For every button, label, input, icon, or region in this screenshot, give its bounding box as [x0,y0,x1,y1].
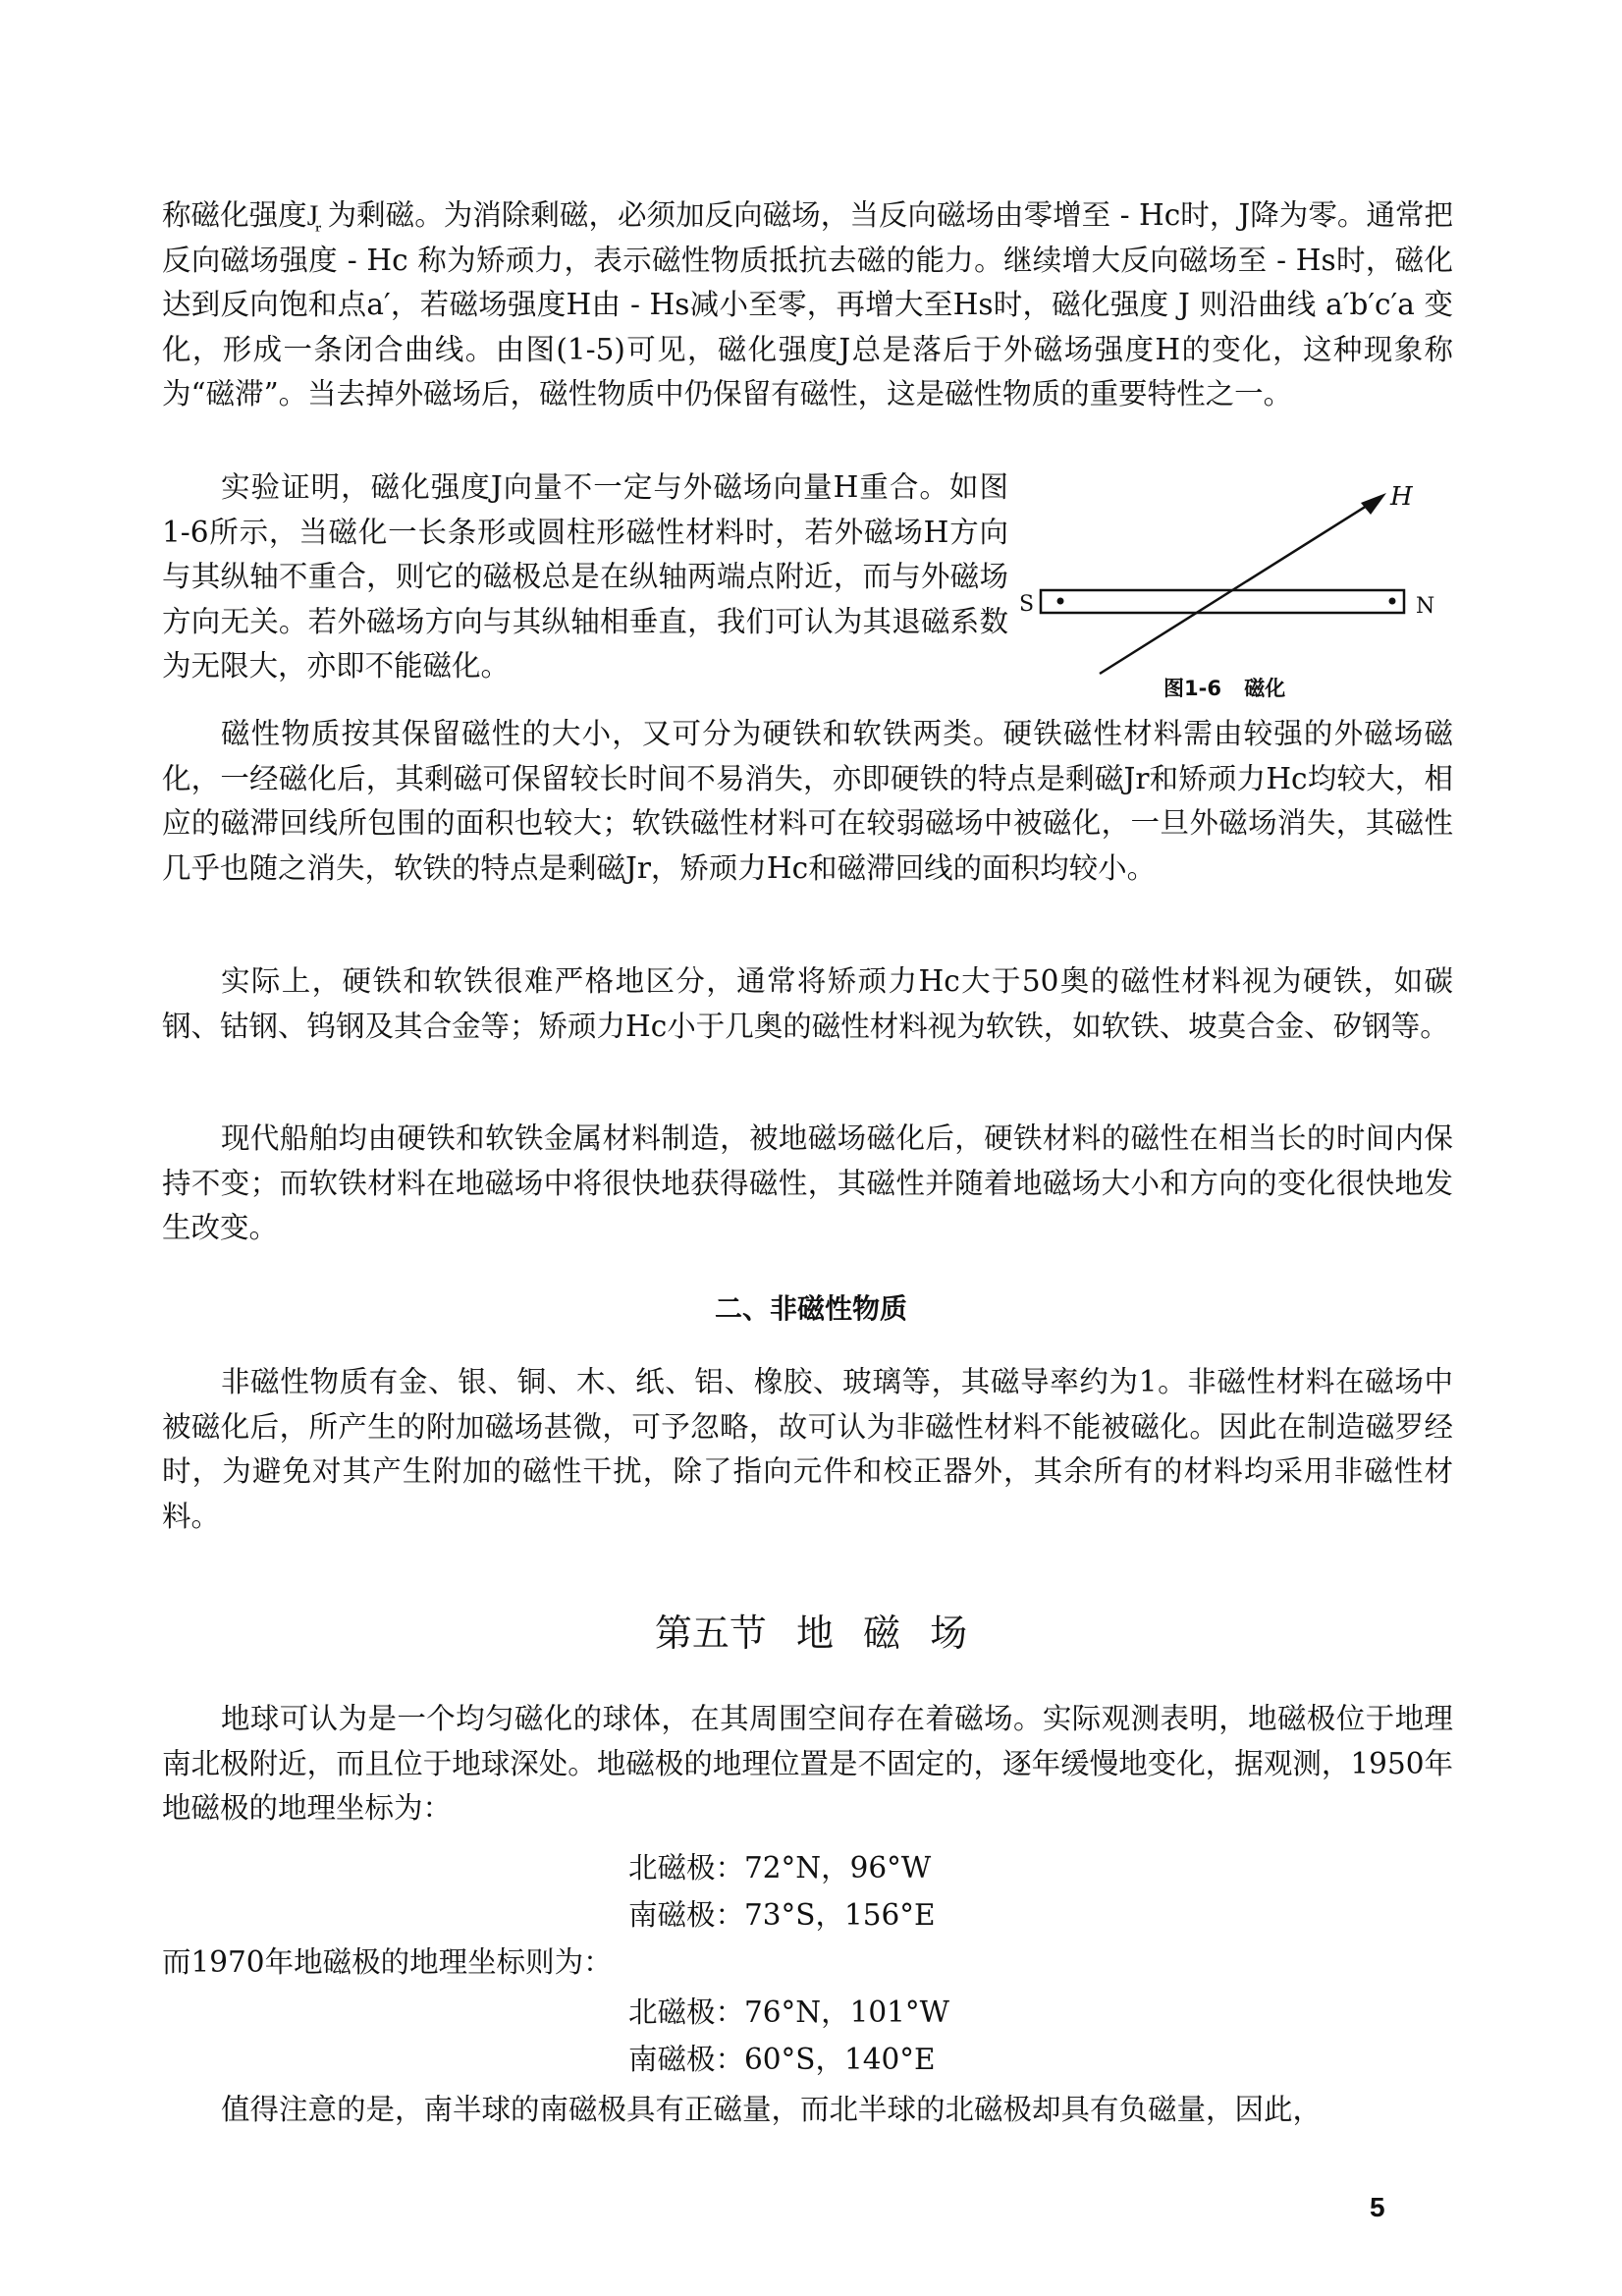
paragraph-geomagnetic-field: 地球可认为是一个均匀磁化的球体，在其周围空间存在着磁场。实际观测表明，地磁极位于地理南北极附近，而且位于地球深处。地磁极的地理位置是不固定的，逐年缓慢地变化，据观测，1950年地磁极的地理坐标为： [162,1702,1453,1825]
paragraph-ships: 现代船舶均由硬铁和软铁金属材料制造，被地磁场磁化后，硬铁材料的磁性在相当长的时间内保持不变；而软铁材料在地磁场中将很快地获得磁性，其磁性并随着地磁场大小和方向的变化很快地发生改变。 [162,1121,1453,1244]
pole-dot-n [1389,598,1396,605]
section-title: 第五节 地 磁 场 [654,1612,968,1655]
paragraph-remanence: 称磁化强度J᷊ 为剩磁。为消除剩磁，必须加反向磁场，当反向磁场由零增至 - Hc时，J降为零。通常把反向磁场强度 - Hc 称为矫顽力，表示磁性物质抵抗去磁的能力。继续增大反向磁场至 - Hs时，磁化达到反向饱和点a′，若磁场强度H由 - Hs减小至零，再增大至Hs时，磁化强度 J 则沿曲线 a′b′c′a 变化，形成一条闭合曲线。由图(1-5)可见，磁化强度J总是落后于外磁场强度H的变化，这种现象称为“磁滞”。当去掉外磁场后，磁性物质中仍保留有磁性，这是磁性物质的重要特性之一。 [162,198,1453,410]
paragraph-classification: 实际上，硬铁和软铁很难严格地区分，通常将矫顽力Hc大于50奥的磁性材料视为硬铁，如碳钢、钴钢、钨钢及其合金等；矫顽力Hc小于几奥的磁性材料视为软铁，如软铁、坡莫合金、矽钢等。 [162,964,1453,1043]
label-h: H [1390,482,1413,512]
coordinate-1950-north: 北磁极：72°N，96°W [628,1851,932,1885]
paragraph-1970: 而1970年地磁极的地理坐标则为： [162,1945,613,1979]
subsection-heading: 二、非磁性物质 [714,1292,907,1325]
coordinate-1970-south: 南磁极：60°S，140°E [628,2043,936,2076]
pole-dot-s [1057,598,1064,605]
field-arrowhead-icon [1361,493,1386,515]
figure-caption: 图1-6 磁化 [1163,677,1286,700]
label-n: N [1416,594,1435,619]
coordinate-1950-south: 南磁极：73°S，156°E [628,1898,936,1932]
field-line [1100,501,1375,674]
paragraph-nonmagnetic: 非磁性物质有金、银、铜、木、纸、铝、橡胶、玻璃等，其磁导率约为1。非磁性材料在磁场中被磁化后，所产生的附加磁场甚微，可予忽略，故可认为非磁性材料不能被磁化。因此在制造磁罗经时，为避免对其产生附加的磁性干扰，除了指向元件和校正器外，其余所有的材料均采用非磁性材料。 [162,1365,1453,1533]
paragraph-magnetization-direction: 实验证明，磁化强度J向量不一定与外磁场向量H重合。如图1-6所示，当磁化一长条形或圆柱形磁性材料时，若外磁场H方向与其纵轴不重合，则它的磁极总是在纵轴两端点附近，而与外磁场方向无关。若外磁场方向与其纵轴相垂直，我们可认为其退磁系数为无限大，亦即不能磁化。 [162,470,1008,683]
label-s: S [1019,592,1035,617]
page-number: 5 [1370,2192,1385,2222]
paragraph-note: 值得注意的是，南半球的南磁极具有正磁量，而北半球的北磁极却具有负磁量，因此， [221,2093,1323,2126]
bar-magnet [1041,590,1404,613]
paragraph-hard-soft-iron: 磁性物质按其保留磁性的大小，又可分为硬铁和软铁两类。硬铁磁性材料需由较强的外磁场磁化，一经磁化后，其剩磁可保留较长时间不易消失，亦即硬铁的特点是剩磁Jr和矫顽力Hc均较大，相应的磁滞回线所包围的面积也较大；软铁磁性材料可在较弱磁场中被磁化，一旦外磁场消失，其磁性几乎也随之消失，软铁的特点是剩磁Jr，矫顽力Hc和磁滞回线的面积均较小。 [162,717,1453,885]
coordinate-1970-north: 北磁极：76°N，101°W [628,1995,949,2029]
